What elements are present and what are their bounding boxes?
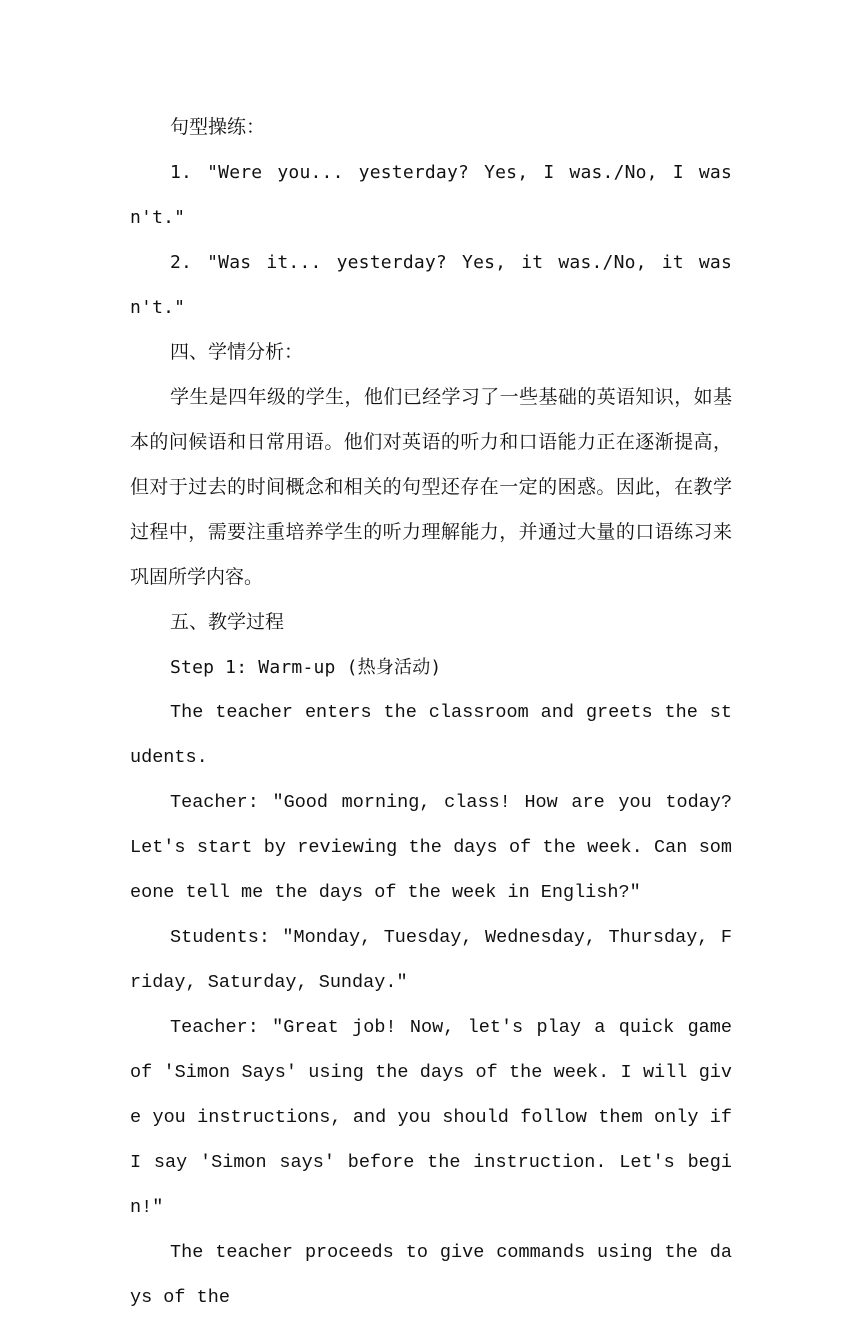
section-heading-learner-analysis: 四、学情分析： (170, 341, 304, 363)
sentence-pattern-1: 1. "Were you... yesterday? Yes, I was./No, I wasn't." (130, 162, 732, 228)
teacher-dialogue-2: Teacher: "Great job! Now, let's play a quick game of 'Simon Says' using the days of the week. I will give you instructions, and you should follow them only if I say 'Simon says' before the instruction. Let's begin!" (130, 1017, 744, 1218)
document-body (130, 105, 744, 1320)
sentence-pattern-2: 2. "Was it... yesterday? Yes, it was./No, it wasn't." (130, 252, 732, 318)
narration-paragraph-continued: The teacher proceeds to give commands using the days of the (130, 1242, 732, 1308)
teacher-dialogue-1: Teacher: "Good morning, class! How are you today? Let's start by reviewing the days of the week. Can someone tell me the days of the week in English?" (130, 792, 744, 903)
section-heading-teaching-process: 五、教学过程 (170, 611, 285, 633)
learner-analysis-paragraph: 学生是四年级的学生，他们已经学习了一些基础的英语知识，如基本的问候语和日常用语。他们对英语的听力和口语能力正在逐渐提高，但对于过去的时间概念和相关的句型还存在一定的困惑。因此，在教学过程中，需要注重培养学生的听力理解能力，并通过大量的口语练习来巩固所学内容。 (130, 386, 732, 588)
narration-paragraph: The teacher enters the classroom and greets the students. (130, 702, 732, 768)
students-dialogue: Students: "Monday, Tuesday, Wednesday, Thursday, Friday, Saturday, Sunday." (130, 927, 732, 993)
step-1-heading: Step 1: Warm-up (热身活动) (170, 657, 442, 678)
section-heading-sentence-drills: 句型操练： (170, 116, 266, 138)
